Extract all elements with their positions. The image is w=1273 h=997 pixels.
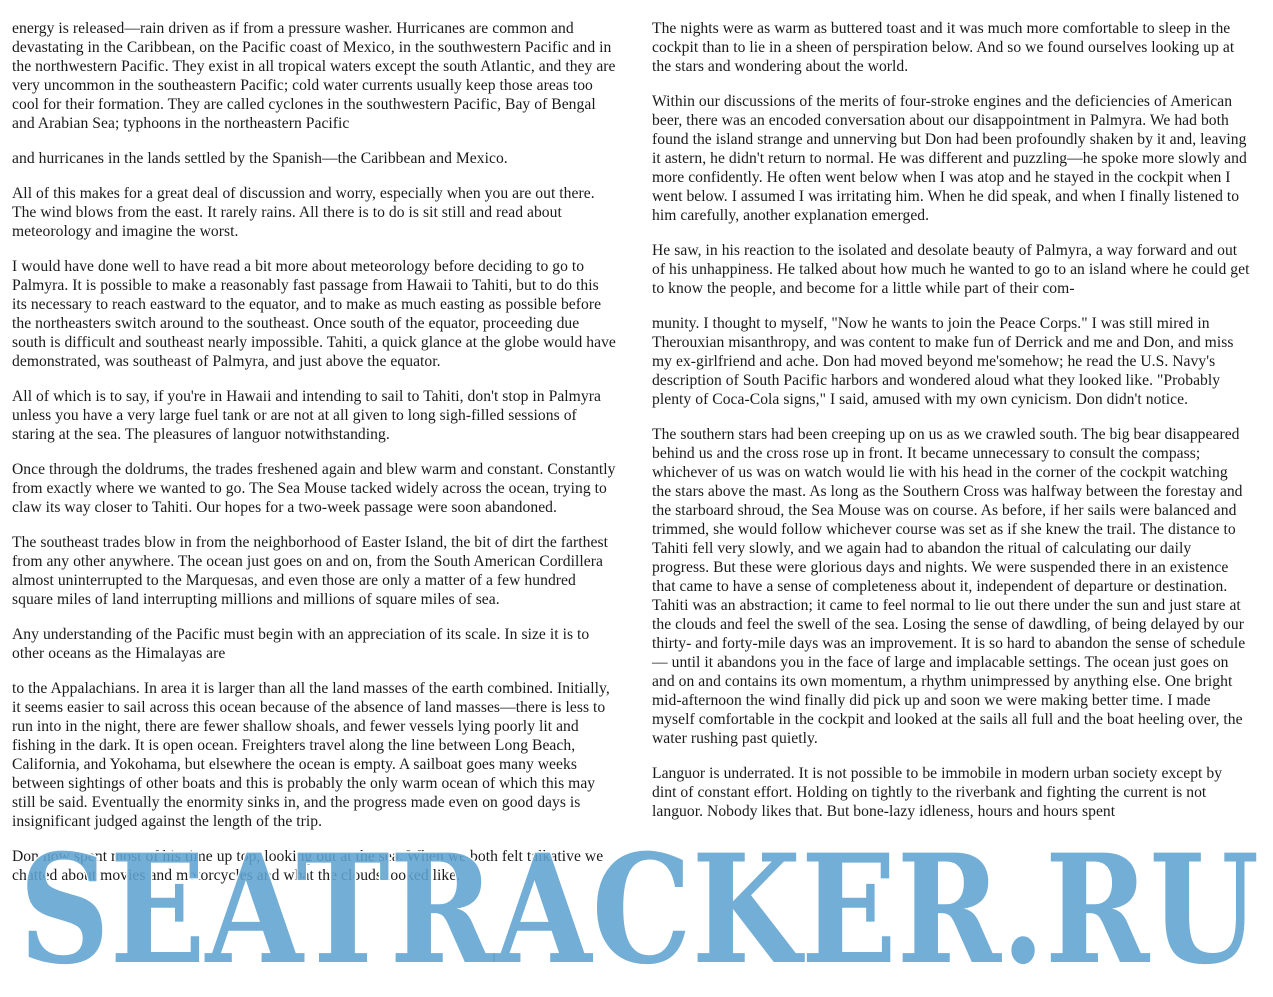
paragraph: All of which is to say, if you're in Hawaii and intending to sail to Tahiti, don't stop in Palmyra unless you have a very large fuel tank or are not at all given to long sigh-filled sessions of staring at the sea. The pleasures of languor notwithstanding. [12,388,601,443]
paragraph: energy is released—rain driven as if from a pressure washer. Hurricanes are common and devastating in the Caribbean, on the Pacific coast of Mexico, in the southwestern Pacific and in the northwestern Pacific. They exist in all tropical waters except the south Atlantic, and they are very uncommon in the southeastern Pacific; cold water currents usually keep those areas too cool for their formation. They are called cyclones in the southwestern Pacific, Bay of Bengal and Arabian Sea; typhoons in the northeastern Pacific [12,20,616,132]
paragraph: Any understanding of the Pacific must begin with an appreciation of its scale. In size it is to other oceans as the Himalayas are [12,626,590,662]
paragraph: He saw, in his reaction to the isolated and desolate beauty of Palmyra, a way forward and out of his unhappiness. He talked about how much he wanted to go to an island where he could get to know the people, and become for a little while part of their com- [652,242,1250,297]
paragraph: and hurricanes in the lands settled by the Spanish—the Caribbean and Mexico. [12,150,508,167]
paragraph: munity. I thought to myself, "Now he wants to join the Peace Corps." I was still mired in Therouxian misanthropy, and was content to make fun of Derrick and me and Don, and miss my ex-girlfriend and ache. Don had moved beyond me'somehow; he read the U.S. Navy's description of South Pacific harbors and wondered aloud what they looked like. "Probably plenty of Coca-Cola signs," I said, amused with my own cynicism. Don didn't notice. [652,315,1234,408]
right-column [652,19,1250,837]
paragraph: to the Appalachians. In area it is larger than all the land masses of the earth combined. Initially, it seems easier to sail across this ocean because of the absence of land masses—there is less to run into in the night, there are fewer shallow shoals, and fewer vessels lying poorly lit and fishing in the dark. It is open ocean. Freighters travel along the line between Long Beach, California, and Yokohama, but elsewhere the ocean is empty. A sailboat goes many weeks between sightings of other boats and this is probably the only warm ocean of which this may still be said. Eventually the enormity sinks in, and the progress made even on good days is insignificant judged against the length of the trip. [12,680,610,830]
paragraph: All of this makes for a great deal of discussion and worry, especially when you are out there. The wind blows from the east. It rarely rains. All there is to do is sit still and read about meteorology and imagine the worst. [12,185,595,240]
paragraph: Don now spent most of his time up top, looking out at the sea. When we both felt talkative we chatted about movies and motorcycles and what the clouds looked like. [12,848,604,884]
paragraph: I would have done well to have read a bit more about meteorology before deciding to go to Palmyra. It is possible to make a reasonably fast passage from Hawaii to Tahiti, but to do this its necessary to reach eastward to the equator, and to make as much easting as possible before the northeasters switch around to the southeast. Once south of the equator, proceeding due south is difficult and southeast nearly impossible. Tahiti, a quick glance at the globe would have demonstrated, was southeast of Palmyra, and just above the equator. [12,258,616,370]
paragraph: Once through the doldrums, the trades freshened again and blew warm and constant. Constantly from exactly where we wanted to go. The Sea Mouse tacked widely across the ocean, trying to claw its way closer to Tahiti. Our hopes for a two-week passage were soon abandoned. [12,461,616,516]
watermark-text: SEATRACKER.RU [19,822,1259,997]
paragraph: The southern stars had been creeping up on us as we crawled south. The big bear disappeared behind us and the cross rose up in front. It became unnecessary to consult the compass; whichever of us was on watch would lie with his head in the corner of the cockpit watching the stars above the mast. As long as the Southern Cross was halfway between the forestay and the starboard shroud, the Sea Mouse was on course. As before, if her sails were balanced and trimmed, she would follow whichever course was set as if she knew the trail. The distance to Tahiti fell very slowly, and we again had to abandon the ritual of calculating our daily progress. But these were glorious days and nights. We were suspended there in an existence that came to have a sense of completeness about it, independent of departure or destination. Tahiti was an abstraction; it came to feel normal to lie out there under the sun and just stare at the clouds and feel the swell of the sea. Losing the sense of dawdling, of being delayed by our thirty- and forty-mile days was an improvement. It is so hard to abandon the sense of schedule— until it abandons you in the face of large and implacable settings. The ocean just goes on and on and contains its own momentum, a rhythm unimpressed by anything else. One bright mid-afternoon the wind finally did pick up and soon we were making better time. I made myself comfortable in the cockpit and looked at the sails all full and the boat heeling over, the water rushing past quietly. [652,426,1246,747]
paragraph: Within our discussions of the merits of four-stroke engines and the deficiencies of American beer, there was an encoded conversation about our disappointment in Palmyra. We had both found the island strange and unnerving but Don had been profoundly shaken by it and, leaving it astern, he didn't return to normal. He was different and puzzling—he spoke more slowly and more confidently. He often went below when I was atop and he stayed in the cockpit when I went below. I assumed I was irritating him. When he did speak, and when I finally listened to him carefully, another explanation emerged. [652,93,1247,224]
paragraph: The southeast trades blow in from the neighborhood of Easter Island, the bit of dirt the farthest from any other anywhere. The ocean just goes on and on, from the South American Cordillera almost uninterrupted to the Marquesas, and even those are only a matter of a few hundred square miles of land interrupting millions and millions of square miles of sea. [12,534,608,608]
paragraph: Languor is underrated. It is not possible to be immobile in modern urban society except by dint of constant effort. Holding on tightly to the riverbank and fighting the current is not languor. Nobody likes that. But bone-lazy idleness, hours and hours spent [652,765,1223,820]
left-column [12,19,616,901]
paragraph: The nights were as warm as buttered toast and it was much more comfortable to sleep in the cockpit than to lie in a sheen of perspiration below. And so we found ourselves looking up at the stars and wondering about the world. [652,20,1235,75]
